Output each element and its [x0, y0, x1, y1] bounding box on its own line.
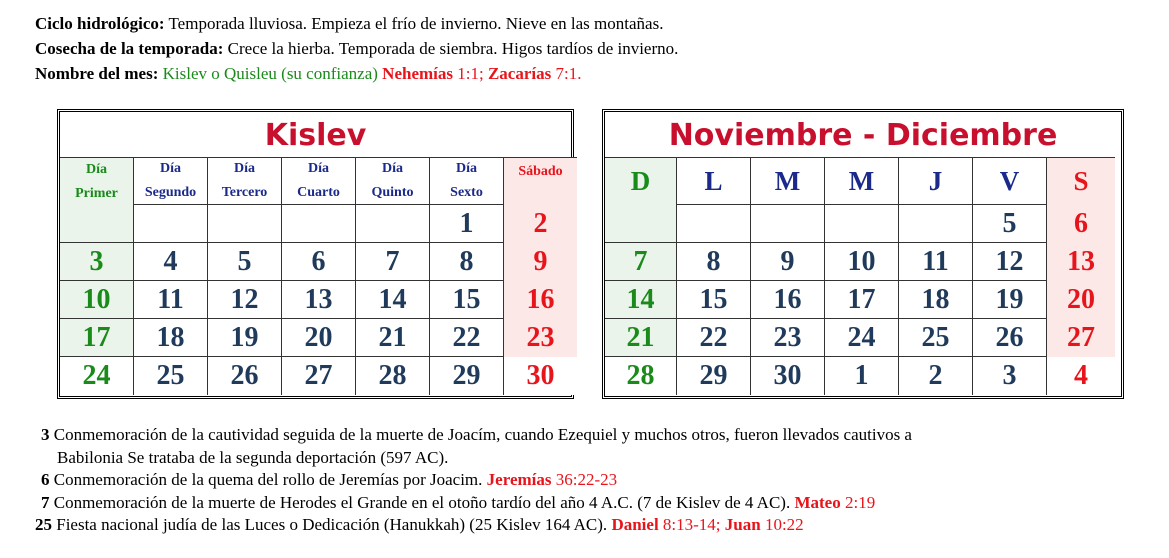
day-number: 21: [378, 321, 407, 353]
day-header-line1: Sábado: [518, 164, 563, 179]
day-cell: [677, 243, 751, 281]
day-number: 23: [773, 321, 802, 353]
day-number: 20: [304, 321, 333, 353]
day-number: 22: [452, 321, 481, 353]
day-number: 25: [921, 321, 950, 353]
day-number: 7: [633, 245, 648, 277]
day-cell: [751, 281, 825, 319]
empty-day-cell: [751, 205, 825, 243]
day-number: 1: [854, 360, 869, 391]
day-cell: [208, 357, 282, 395]
day-cell: [60, 319, 134, 357]
day-header-line1: Día: [308, 161, 329, 176]
note-day: 25: [35, 515, 52, 534]
note-item: [35, 469, 1125, 492]
day-cell: [751, 357, 825, 395]
day-number: 6: [1074, 208, 1088, 239]
day-number: 24: [847, 321, 876, 353]
day-cell: [825, 319, 899, 357]
note-item: [35, 424, 1125, 447]
day-number: 19: [995, 283, 1024, 315]
day-number: 10: [847, 245, 876, 277]
day-cell: [1047, 357, 1115, 395]
day-header: [356, 157, 430, 205]
day-cell: [60, 281, 134, 319]
day-header-line1: Día: [381, 161, 403, 176]
day-number: 12: [230, 283, 259, 315]
month-name-label: Nombre del mes:: [35, 64, 159, 83]
note-text: Conmemoración de la muerte de Herodes el Grande en el otoño tardío del año 4 A.C. (7 de Kislev de 4 AC).: [49, 492, 795, 512]
day-cell: [605, 243, 677, 281]
day-header-line1: Día: [86, 161, 107, 177]
day-header: [605, 157, 677, 205]
day-cell: [282, 319, 356, 357]
day-number: 28: [626, 360, 655, 391]
day-header-letter: L: [704, 165, 723, 196]
day-header-letter: M: [848, 165, 875, 196]
day-cell: [504, 205, 577, 243]
day-number: 16: [526, 284, 555, 315]
day-number: 15: [452, 283, 481, 315]
month-name-line: [35, 64, 581, 84]
day-number: 17: [82, 321, 111, 353]
day-header-line1: Día: [455, 161, 477, 176]
day-number: 7: [385, 245, 400, 277]
day-cell: [134, 243, 208, 281]
day-header: [1047, 157, 1115, 205]
hydrologic-cycle-label: Ciclo hidrológico:: [35, 14, 165, 33]
gregorian-calendar: [602, 109, 1124, 399]
day-header: [677, 157, 751, 205]
day-cell: [356, 357, 430, 395]
day-cell: [134, 357, 208, 395]
day-header-letter: M: [774, 165, 801, 196]
note-item: [35, 492, 1125, 515]
day-cell: [282, 357, 356, 395]
note-ref2-num: 10:22: [760, 515, 804, 534]
day-number: 21: [626, 321, 655, 353]
day-number: 27: [1067, 322, 1095, 353]
day-header-letter: J: [928, 165, 943, 196]
note-ref-book: Daniel: [611, 515, 659, 534]
day-header: [504, 157, 577, 205]
day-number: 28: [378, 360, 407, 391]
day-header: [973, 157, 1047, 205]
day-header: [825, 157, 899, 205]
day-cell: [60, 243, 134, 281]
day-cell: [504, 319, 577, 357]
harvest-line: [35, 39, 678, 59]
day-number: 5: [237, 245, 252, 277]
note-text: Conmemoración de la quema del rollo de Jeremías por Joacim.: [49, 470, 487, 489]
day-cell: [605, 357, 677, 395]
harvest-text: Crece la hierba. Temporada de siembra. Higos tardíos de invierno.: [223, 39, 679, 58]
day-number: 18: [156, 321, 185, 353]
day-cell: [208, 243, 282, 281]
day-cell: [134, 281, 208, 319]
day-cell: [1047, 205, 1115, 243]
day-number: 13: [304, 283, 333, 315]
day-cell: [504, 281, 577, 319]
day-header-line2: Primer: [75, 185, 118, 201]
day-number: 27: [304, 360, 333, 391]
day-number: 6: [311, 245, 326, 277]
day-cell: [430, 205, 504, 243]
day-cell: [1047, 319, 1115, 357]
day-header-letter: D: [630, 166, 651, 196]
day-number: 2: [928, 360, 943, 391]
empty-day-cell: [208, 205, 282, 243]
day-cell: [356, 243, 430, 281]
day-cell: [973, 243, 1047, 281]
day-cell: [430, 357, 504, 395]
note-day: 7: [41, 492, 50, 512]
day-cell: [825, 281, 899, 319]
day-number: 14: [378, 283, 407, 315]
note-item: [35, 514, 1125, 537]
day-number: 12: [995, 245, 1024, 277]
day-number: 18: [921, 283, 950, 315]
day-number: 29: [699, 360, 728, 391]
day-cell: [973, 281, 1047, 319]
ref-zacarias-book: Zacarías: [487, 64, 552, 83]
day-number: 5: [1002, 207, 1017, 239]
day-cell: [605, 319, 677, 357]
note-ref-num: 36:22-23: [551, 470, 618, 489]
empty-day-cell: [356, 205, 430, 243]
day-cell: [430, 281, 504, 319]
month-name-text: Kislev o Quisleu (su confianza): [158, 64, 383, 83]
note-ref-num: 2:19: [840, 492, 876, 512]
day-number: 8: [459, 245, 474, 277]
day-header-line2: Tercero: [221, 185, 268, 200]
note-text-cont: Babilonia Se trataba de la segunda deportación (597 AC).: [57, 447, 449, 467]
day-cell: [356, 281, 430, 319]
day-header-line2: Cuarto: [297, 185, 340, 200]
empty-day-cell: [134, 205, 208, 243]
hebrew-calendar: [57, 109, 574, 399]
day-number: 25: [156, 360, 185, 391]
day-cell: [973, 357, 1047, 395]
day-cell: [825, 357, 899, 395]
day-header-line2: Quinto: [371, 185, 414, 200]
day-number: 26: [995, 321, 1024, 353]
day-number: 1: [459, 207, 474, 239]
empty-day-cell: [282, 205, 356, 243]
note-ref-book: Mateo: [794, 492, 841, 512]
hydrologic-cycle-text: Temporada lluviosa. Empieza el frío de invierno. Nieve en las montañas.: [164, 14, 664, 33]
day-cell: [282, 281, 356, 319]
day-number: 4: [163, 245, 178, 277]
day-cell: [899, 243, 973, 281]
day-number: 24: [82, 360, 111, 391]
day-header-letter: V: [999, 165, 1020, 196]
day-cell: [677, 357, 751, 395]
empty-day-cell: [825, 205, 899, 243]
day-cell: [208, 281, 282, 319]
day-cell: [1047, 281, 1115, 319]
day-number: 17: [847, 283, 876, 315]
day-header: [282, 157, 356, 205]
day-number: 8: [706, 245, 721, 277]
day-header-letter: S: [1073, 166, 1089, 196]
day-cell: [899, 319, 973, 357]
day-cell: [751, 319, 825, 357]
day-cell: [825, 243, 899, 281]
day-number: 9: [780, 245, 795, 277]
day-cell: [677, 281, 751, 319]
day-cell: [282, 243, 356, 281]
note-day: 3: [41, 425, 50, 444]
harvest-label: Cosecha de la temporada:: [35, 39, 224, 58]
day-number: 10: [82, 283, 111, 315]
day-number: 2: [533, 208, 548, 239]
day-number: 30: [526, 360, 555, 391]
empty-day-cell: [60, 205, 134, 243]
day-cell: [899, 281, 973, 319]
day-header: [60, 157, 134, 205]
hebrew-month-title: Kislev: [264, 118, 367, 153]
day-cell: [430, 243, 504, 281]
day-header-line1: Día: [159, 161, 181, 176]
day-cell: [899, 357, 973, 395]
day-cell: [973, 319, 1047, 357]
day-cell: [356, 319, 430, 357]
day-cell: [973, 205, 1047, 243]
day-cell: [208, 319, 282, 357]
day-number: 3: [89, 245, 104, 277]
day-number: 22: [699, 321, 728, 353]
note-ref-num: 8:13-14;: [658, 515, 725, 534]
day-number: 13: [1067, 246, 1095, 277]
day-cell: [504, 243, 577, 281]
day-header: [208, 157, 282, 205]
day-number: 9: [533, 246, 548, 277]
day-number: 19: [230, 321, 259, 353]
note-ref-book: Jeremías: [486, 470, 552, 489]
empty-day-cell: [899, 205, 973, 243]
day-number: 3: [1002, 360, 1017, 391]
day-cell: [677, 319, 751, 357]
day-header: [134, 157, 208, 205]
day-cell: [504, 357, 577, 395]
ref-zacarias-num: 7:1.: [551, 64, 582, 83]
hydrologic-cycle-line: [35, 14, 663, 34]
day-header-line2: Segundo: [144, 185, 197, 200]
day-number: 20: [1067, 284, 1095, 315]
day-cell: [60, 357, 134, 395]
day-number: 4: [1074, 360, 1088, 391]
empty-day-cell: [605, 205, 677, 243]
note-day: 6: [41, 470, 50, 489]
day-number: 26: [230, 360, 259, 391]
note-text: Fiesta nacional judía de las Luces o Dedicación (Hanukkah) (25 Kislev 164 AC).: [52, 515, 612, 534]
day-number: 29: [452, 360, 481, 391]
day-header-line1: Día: [234, 161, 255, 176]
gregorian-month-title: Noviembre - Diciembre: [668, 118, 1058, 153]
day-cell: [134, 319, 208, 357]
day-header-line2: Sexto: [450, 185, 483, 200]
day-cell: [1047, 243, 1115, 281]
day-header: [430, 157, 504, 205]
day-number: 23: [526, 322, 555, 353]
notes-list: [35, 424, 1125, 537]
day-cell: [430, 319, 504, 357]
day-number: 30: [773, 360, 802, 391]
day-number: 11: [922, 245, 949, 277]
ref-nehemias-num: 1:1;: [453, 64, 488, 83]
day-number: 15: [699, 283, 728, 315]
note-ref2-book: Juan: [724, 515, 761, 534]
note-item-continuation: [35, 447, 1125, 470]
day-header: [899, 157, 973, 205]
day-cell: [751, 243, 825, 281]
note-text: Conmemoración de la cautividad seguida de la muerte de Joacím, cuando Ezequiel y muchos otros, fueron llevados cautivos a: [49, 425, 912, 444]
empty-day-cell: [677, 205, 751, 243]
day-number: 11: [157, 283, 184, 315]
day-number: 14: [626, 283, 655, 315]
day-cell: [605, 281, 677, 319]
ref-nehemias-book: Nehemías: [382, 64, 453, 83]
day-number: 16: [773, 283, 802, 315]
day-header: [751, 157, 825, 205]
